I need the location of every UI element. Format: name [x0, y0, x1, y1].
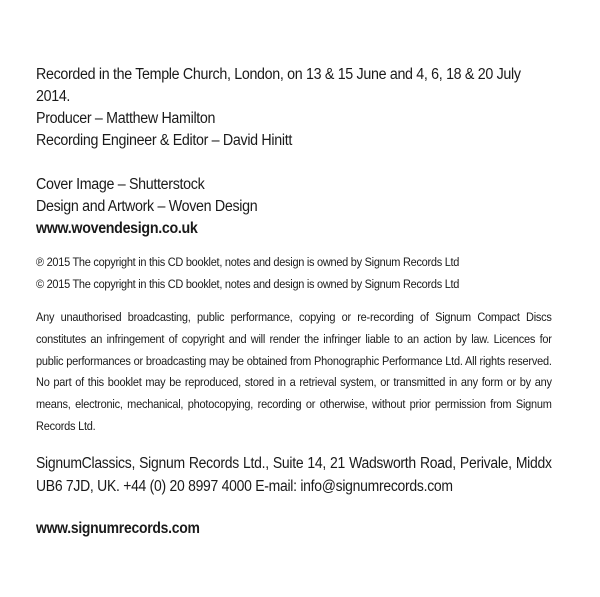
booklet-copyright: © 2015 The copyright in this CD booklet, notes and design is owned by Signum Records Ltd	[36, 277, 460, 291]
cover-image-credit: Cover Image – Shutterstock	[36, 176, 205, 193]
contact-details	[36, 452, 552, 498]
recording-credits	[36, 64, 551, 240]
contact-address: SignumClassics, Signum Records Ltd., Suite 14, 21 Wadsworth Road, Perivale, Middx UB6 7JD, UK. +44 (0) 20 8997 4000 E-mail: info@signumrecords.com	[36, 454, 552, 495]
producer-credit: Producer – Matthew Hamilton	[36, 110, 216, 127]
design-website-link[interactable]: www.wovendesign.co.uk	[36, 220, 198, 237]
recording-location: Recorded in the Temple Church, London, on 13 & 15 June and 4, 6, 18 & 20 July 2014.	[36, 66, 521, 105]
engineer-credit: Recording Engineer & Editor – David Hinitt	[36, 132, 292, 149]
phonographic-copyright: ℗ 2015 The copyright in this CD booklet, notes and design is owned by Signum Records Ltd	[36, 255, 460, 269]
legal-notice	[36, 307, 552, 438]
design-credit: Design and Artwork – Woven Design	[36, 198, 258, 215]
legal-notice-text: Any unauthorised broadcasting, public performance, copying or re-recording of Signum Compact Discs constitutes an infringement of copyright and will render the infringer liable to an action by law. Licences for public performances or broadcasting may be obtained from Phonographic Performance Ltd. All rights reserved. No part of this booklet may be reproduced, stored in a retrieval system, or transmitted in any form or by any means, electronic, mechanical, photocopying, recording or otherwise, without prior permission from Signum Records Ltd.	[36, 310, 552, 433]
booklet-credits-page	[36, 64, 552, 540]
copyright-notices	[36, 251, 554, 295]
signum-website-link[interactable]: www.signumrecords.com	[36, 519, 200, 537]
